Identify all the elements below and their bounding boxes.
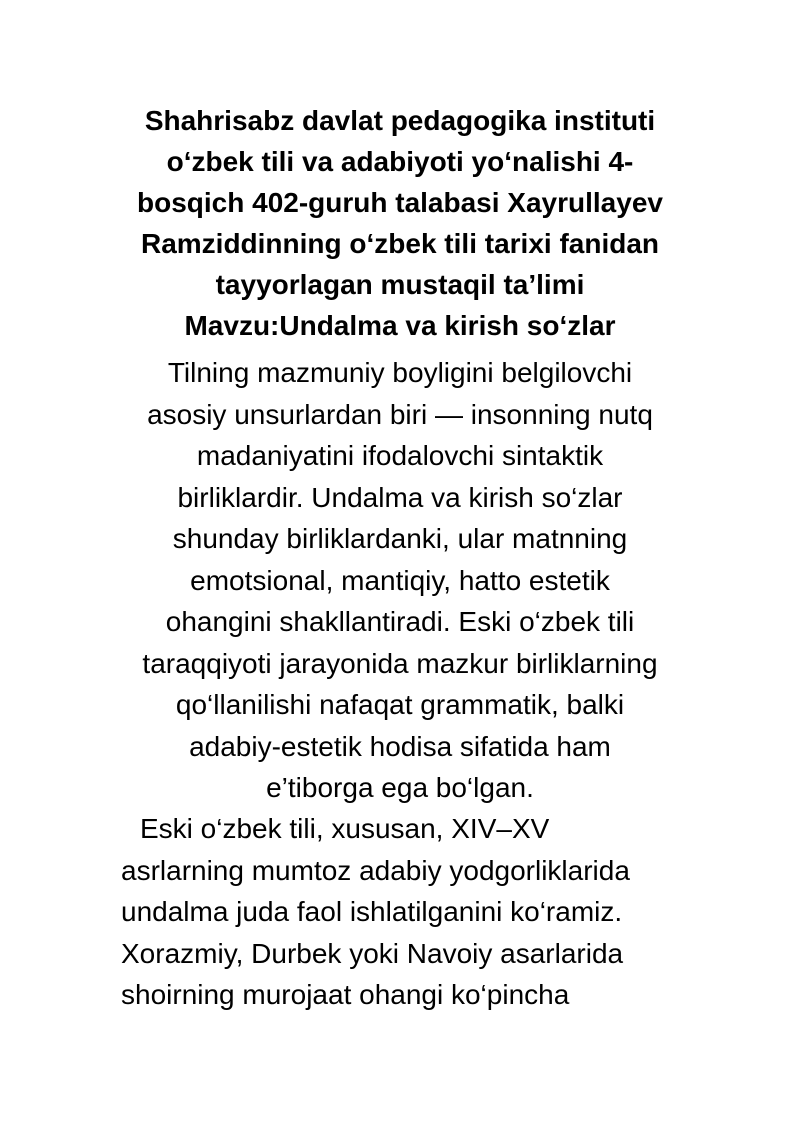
title-line: Ramziddinning o‘zbek tili tarixi fanidan <box>140 228 660 259</box>
paragraph-line: Eski o‘zbek tili, xususan, XIV–XV <box>140 813 550 844</box>
paragraph-line: asrlarning mumtoz adabiy yodgorliklarida <box>121 854 630 886</box>
paragraph-line: ohangini shakllantiradi. Eski o‘zbek tili <box>165 606 635 637</box>
body-paragraph <box>121 808 721 1016</box>
paragraph-line: shoirning murojaat ohangi ko‘pincha <box>121 979 570 1010</box>
paragraph-line: Xorazmiy, Durbek yoki Navoiy asarlarida <box>121 937 624 969</box>
title-line: tayyorlagan mustaqil ta’limi <box>215 269 585 300</box>
title-line: o‘zbek tili va adabiyoti yo‘nalishi 4- <box>166 146 634 177</box>
document-title <box>120 100 680 346</box>
paragraph-line: shunday birliklardanki, ular matnning <box>172 523 628 554</box>
paragraph-line: Tilning mazmuniy boyligini belgilovchi <box>167 357 633 388</box>
paragraph-line: e’tiborga ega bo‘lgan. <box>266 772 534 803</box>
paragraph-line: undalma juda faol ishlatilganini ko‘ramiz. <box>121 896 623 927</box>
paragraph-line: adabiy-estetik hodisa sifatida ham <box>189 730 611 762</box>
title-line: bosqich 402-guruh talabasi Xayrullayev <box>137 187 663 218</box>
intro-paragraph <box>110 352 690 809</box>
paragraph-line: emotsional, mantiqiy, hatto estetik <box>190 564 610 596</box>
topic-line: Mavzu:Undalma va kirish so‘zlar <box>184 310 616 341</box>
paragraph-line: birliklardir. Undalma va kirish so‘zlar <box>177 481 623 513</box>
paragraph-line: madaniyatini ifodalovchi sintaktik <box>196 440 604 471</box>
paragraph-line: asosiy unsurlardan biri — insonning nutq <box>147 398 653 430</box>
paragraph-line: taraqqiyoti jarayonida mazkur birliklarning <box>142 647 658 679</box>
paragraph-line: qo‘llanilishi nafaqat grammatik, balki <box>175 689 625 720</box>
title-line: Shahrisabz davlat pedagogika instituti <box>144 105 656 136</box>
